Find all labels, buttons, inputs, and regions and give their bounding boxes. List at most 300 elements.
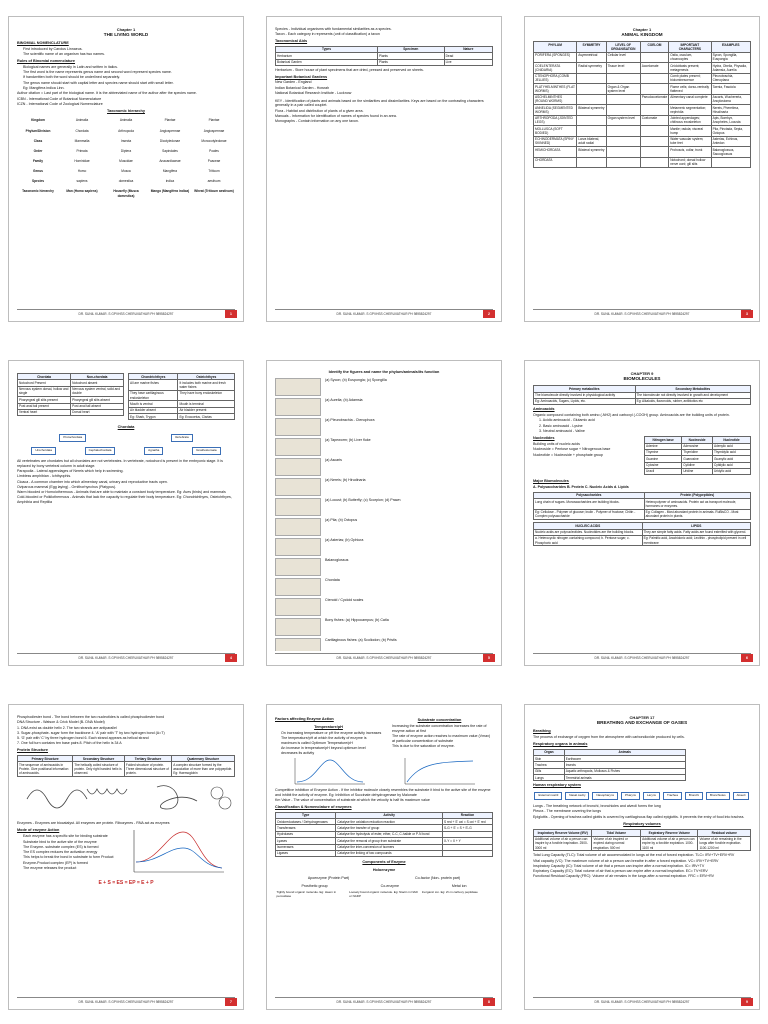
table-cell (640, 126, 669, 137)
dna-line: 5. 'G' pair with 'C' by three hydrogen bond 6. Each strand appears as helical strand (17, 736, 149, 741)
specimen-image (275, 598, 321, 616)
specimen-image (275, 618, 321, 636)
hierarchy-cell: Insecta (120, 138, 132, 143)
table-cell: ECHINODERMATA (SPINY SKINNED) (534, 136, 577, 147)
table-cell: Notochord; dorsal hollow nerve cord; gill slits (669, 157, 711, 168)
table-cell (640, 73, 669, 84)
table-header: Nitrogen base (645, 437, 682, 443)
polysaccharide-protein-table (533, 492, 751, 520)
table-row (276, 59, 493, 65)
specimen-image (275, 538, 321, 556)
table-cell: Mouth is ventral (129, 401, 178, 407)
text-line: Nucleoside = Pentose sugar + Nitrogenous base (533, 447, 611, 452)
specimen-image (275, 558, 321, 576)
figure-caption: Ctenoid / Cycloid scales (325, 597, 364, 602)
table-row (18, 386, 124, 397)
table-cell: Pharyngeal gill slits absent (71, 397, 124, 403)
table-cell: Organ system level (606, 115, 640, 126)
table-row (534, 63, 751, 74)
table-cell: Balanoglossus, Saccoglossus (711, 147, 750, 158)
holoenzyme: Holoenzyme (372, 868, 396, 873)
table-cell: Air bladder absent (129, 407, 178, 413)
dna-line: 1. DNA exist as double helix 2. The two strands are antiparallel (17, 725, 117, 730)
definition: Flora - Habitat and distribution of plants of a given area. (275, 108, 364, 113)
hierarchy-cell: Animalia (119, 118, 133, 123)
table-row (534, 52, 751, 63)
page-8 (266, 704, 502, 1010)
table-header: Animals (564, 749, 685, 755)
enzyme-mode-list (17, 834, 124, 870)
hierarchy-cell: Plantae (164, 118, 176, 123)
table-cell: Transferases (276, 825, 336, 831)
figure-item (275, 418, 493, 436)
specimen-image (275, 578, 321, 596)
table-cell: Catalyse the removal of group from substrate (336, 838, 443, 844)
hierarchy-cell: Genus (33, 169, 43, 174)
text-line: Cloaca - A common chamber into which alimentary canal, urinary and reproductive tracts open. (17, 479, 168, 484)
table-cell (606, 94, 640, 105)
table-cell: Herbarium (276, 53, 378, 59)
specimen-image (275, 398, 321, 416)
table-cell: Comb plates present; bioluminescence (669, 73, 711, 84)
garden-line: National Botanical Research Institute - Lucknow (275, 91, 352, 96)
page-number: 2 (483, 310, 495, 318)
table-cell: Apis, Bombyx, Anopheles, Locusta (711, 115, 750, 126)
dna-lines (17, 715, 235, 746)
chain-node: Urochordata (31, 447, 56, 455)
table-cell: Dead (444, 53, 492, 59)
table-cell: Additional volume of air a person can expire by a forcible expiration. 1000-1100 ml (641, 836, 698, 851)
table-row (276, 850, 493, 856)
table-cell: It includes both marine and fresh water fishes (178, 380, 235, 391)
table-cell: Nereis, Pheretima, Hirudinaria (711, 105, 750, 116)
table-cell: Mouth is terminal (178, 401, 235, 407)
hierarchy-cell: Primata (76, 148, 88, 153)
table-cell: Alimentary canal complete (669, 94, 711, 105)
table-cell: Catalyse the hydrolysis of ester, ether, C-C, C-halide or P-N bond (336, 831, 443, 837)
table-cell: Adenine (645, 443, 682, 449)
table-cell: PORIFERA (SPONGES) (534, 52, 577, 63)
page-4 (8, 360, 244, 666)
chapter-label: CHAPTER 9 (630, 371, 654, 376)
table-cell (640, 147, 669, 158)
figure-item (275, 638, 493, 651)
hierarchy-cell: Homo (77, 169, 87, 174)
page-number: 9 (741, 998, 753, 1006)
respiratory-volumes-table (533, 829, 751, 851)
table-cell: Thymidylic acid (712, 449, 750, 455)
table-cell: Hydra, Obelia, Physalia, Adamsia, Aurelia (711, 63, 750, 74)
table-header: Primary Structure (18, 755, 73, 761)
figure-list (275, 378, 493, 651)
section-heading: Rules of Binomial nomenclature (17, 59, 76, 64)
table-cell: Dorsal heart (71, 409, 124, 415)
table-cell: HEMICHORDATA (534, 147, 577, 158)
figure-caption: (a) Aurelia; (b) Adamsia (325, 397, 363, 402)
author-citation: Author citation = Last part of the biological name. It is the abbreviated name of the author after the species name. (17, 91, 197, 96)
page-title: BREATHING AND EXCHANGE OF GASES (596, 720, 688, 726)
page-footer: DR. SUNIL KUMAR. S GPVHSS CHERUVATHUR PH 9895824297 (533, 997, 751, 1005)
hierarchy-cell: Muscidae (119, 159, 133, 164)
section-heading: Taxonomic hierarchy (107, 109, 145, 114)
table-header: Secondary Metabolites (635, 386, 750, 392)
table-row (129, 380, 235, 391)
hierarchy-cell: sapiens (76, 179, 88, 184)
page-title: THE LIVING WORLD (103, 32, 149, 38)
table-header: Reaction (443, 812, 493, 818)
table-cell: Skin (534, 756, 565, 762)
table-cell: Uridine (682, 468, 713, 474)
table-row (645, 468, 751, 474)
garden-line: New Garden - England (275, 80, 312, 85)
table-cell: ASCHELMINTHES (ROUND WORMS) (534, 94, 577, 105)
figure-caption: (a) Locust; (b) Butterfly; (c) Scorpion; (d) Prawn (325, 497, 401, 502)
hierarchy-cell: Poales (209, 148, 219, 153)
page-title: ANIMAL KINGDOM (621, 32, 663, 38)
table-row (534, 836, 751, 851)
section-heading: Mode of enzyme Action (17, 828, 60, 833)
page-footer: DR. SUNIL KUMAR. S GPVHSS CHERUVATHUR PH 9895824297 (275, 653, 493, 661)
figure-caption: (a) Nereis; (b) Hirudinaria (325, 477, 366, 482)
table-header: IMPORTANT CHARACTERS (669, 42, 711, 53)
cofactor-type: Prosthetic group (301, 883, 328, 888)
table-cell: Post anal tail absent (71, 403, 124, 409)
respiratory-organs-table (533, 749, 686, 782)
table-header: Tidal Volume (592, 830, 641, 836)
table-cell: Ventral heart (18, 409, 71, 415)
table-cell: Lyases (276, 838, 336, 844)
mode-step: The Enzyme- substrate complex (ES) is formed (23, 844, 99, 849)
table-cell: Bilateral symmetry (577, 147, 606, 158)
table-cell: Ascaris, Wuchereria, Ancylostoma (711, 94, 750, 105)
text-line: Oviparous mammal (Egg laying) - Ornithorhynchus (Platypus). (17, 484, 117, 489)
page-6 (524, 360, 760, 666)
page-footer: DR. SUNIL KUMAR. S GPVHSS CHERUVATHUR PH 9895824297 (533, 309, 751, 317)
amino-type: 2. Basic aminoacid - Lysine (539, 423, 583, 428)
table-cell: Uridylic acid (712, 468, 750, 474)
figure-caption: Chordata (325, 577, 340, 582)
table-cell: Uracil (645, 468, 682, 474)
hierarchy-cell: Dicotyledonae (159, 138, 181, 143)
hierarchy-footer-cell: Taxonomic hierarchy (22, 189, 54, 194)
table-cell: Jointed appendages; chitinous exoskeleton (669, 115, 711, 126)
metabolites-table (533, 385, 751, 405)
hierarchy-cell: Anacardiaceae (159, 159, 181, 164)
table-row (534, 147, 751, 158)
mode-step: Each enzyme has a specific site for binding substrate (23, 834, 108, 839)
figure-caption: Cartilaginous fishes: (a) Scoliodon; (b) Pristis (325, 637, 397, 642)
protein-structure-diagram (17, 779, 235, 819)
section-heading: Protein Structure (17, 748, 49, 752)
chapter-label: CHAPTER 17 (629, 715, 655, 720)
protein-structure-table (17, 755, 235, 777)
page-number: 8 (483, 998, 495, 1006)
chordata-comparison-table (17, 373, 124, 416)
hierarchy-cell: Sapindales (162, 148, 178, 153)
table-cell: Mantle; radula; visceral hump (669, 126, 711, 137)
page-footer: DR. SUNIL KUMAR. S GPVHSS CHERUVATHUR PH 9895824297 (17, 309, 235, 317)
text-line: Taxon - Each category in represents (unit of classification) a taxon (275, 32, 380, 37)
table-cell: Larva bilateral, adult radial (577, 136, 606, 147)
table-cell: Metameric segmentation; nephridia (669, 105, 711, 116)
enzyme-component: Co-factor (Non- protein part) (414, 876, 461, 881)
hierarchy-cell: Arthropoda (118, 128, 134, 133)
page-number: 4 (225, 654, 237, 662)
table-cell: Water vascular system; tube feet (669, 136, 711, 147)
table-header: LIPIDS (642, 523, 750, 529)
hierarchy-cell: Animalia (75, 118, 89, 123)
table-header: Expiratory Reserve Volume (641, 830, 698, 836)
taxonomical-aids-table (275, 46, 493, 66)
hierarchy-cell: domestica (118, 179, 134, 184)
table-cell: Isomerases (276, 844, 336, 850)
flow-node: Pharynx (621, 792, 640, 800)
section-heading: Components of Enzyme (362, 860, 406, 865)
temp-point: An increase in temperature/pH beyond optimum level decreases its activity (281, 746, 366, 755)
table-cell: Plants (377, 59, 444, 65)
figure-item (275, 398, 493, 416)
table-cell: Guanosine (682, 456, 713, 462)
table-cell: Eg: Alkaloids, flavonoids, rubber, antibiotics etc (635, 398, 750, 404)
table-cell: Ligases (276, 850, 336, 856)
table-header: Type (276, 812, 336, 818)
chain-node: Gnathostomata (192, 447, 221, 455)
table-cell: Eg: Aminoacids, Sugars, Lipids, etc. (534, 398, 636, 404)
table-cell: Eg: Shark, Trygon (129, 414, 178, 420)
specimen-image (275, 518, 321, 536)
page-title: Identify the figures and name the phylum/animals/its function (328, 370, 440, 374)
table-cell (640, 52, 669, 63)
text-line: A. Polysaccharides B. Protein C. Nucleic Acids d. Lipids (533, 485, 629, 490)
rule: Eg: Mangifera indica Linn. (23, 86, 65, 90)
figure-item (275, 598, 493, 616)
table-cell: Cytidine (682, 462, 713, 468)
enzyme-activity-graphs (275, 756, 493, 786)
page-number: 7 (225, 998, 237, 1006)
table-cell: The biomolecule not directly involved in growth and development (635, 392, 750, 398)
table-header: Non-chordata (71, 374, 124, 380)
table-cell: Catalyse the transfer of group (336, 825, 443, 831)
mode-step: This helps to break the bond in substrate to form Product (23, 855, 114, 860)
text-line: Pleura - The membrane covering the lungs (533, 809, 602, 814)
table-header: PHYLUM (534, 42, 577, 53)
table-row (534, 398, 751, 404)
table-cell: Botanical Garden (276, 59, 378, 65)
table-cell (577, 84, 606, 95)
figure-item (275, 538, 493, 556)
section-heading: Factors affecting Enzyme Action (275, 717, 334, 721)
table-cell: Guanine (645, 456, 682, 462)
table-cell: Live (444, 59, 492, 65)
flow-node: Nasal cavity (565, 792, 589, 800)
hierarchy-cell: Class (33, 138, 43, 143)
table-cell: Ostia, osculum, choanocytes (669, 52, 711, 63)
table-header: EXAMPLES (711, 42, 750, 53)
flow-node: Larynx (643, 792, 660, 800)
table-cell: Pseudocoelomate (640, 94, 669, 105)
table-cell: Volume of air remaining in the lungs after forcible expiration. 1100-1200 ml (698, 836, 751, 851)
bullet: First introduced by Carolus Linnaeus. (23, 47, 83, 52)
dna-line: 3. Sugar-phosphate- sugar form the backbone 4. 'A' pair with 'T' by two hydrogen bond (A=T) (17, 730, 165, 735)
section-heading: Breathing (533, 729, 551, 734)
table-cell: Cnidoblasts present; metagenesis (669, 63, 711, 74)
temp-point: The temperature/pH at which the activity of enzyme is maximum is called Optimum Temperature/pH (281, 736, 367, 745)
table-cell (606, 157, 640, 168)
chain-node: Protochordata (59, 434, 86, 442)
hierarchy-cell: Family (32, 159, 44, 164)
table-row (534, 535, 751, 546)
temp-point: On increasing temperature or pH the enzyme activity increases (281, 730, 382, 735)
table-cell: The helically coiled structure of protein. Only right handed helix is observed. (73, 762, 125, 777)
table-cell: They have bony endoskeleton (178, 390, 235, 401)
table-cell: Catalyse the oxidation reduction reaction (336, 819, 443, 825)
table-cell: Cytidylic acid (712, 462, 750, 468)
table-cell: Tissue level (606, 63, 640, 74)
table-cell: Plants (377, 53, 444, 59)
table-header: Secondary Structure (73, 755, 125, 761)
enzyme-classification-table (275, 812, 493, 857)
table-cell: Terrestrial animals (564, 775, 685, 781)
mode-step: Substrate bind to the active site of the enzyme (23, 839, 97, 844)
page-1 (8, 16, 244, 322)
hierarchy-cell: Chordata (75, 128, 89, 133)
dna-line: DNA Structure - Watson & Crick Model (B- DNA Model) (17, 720, 105, 725)
section-heading: BINOMIAL NOMENCLATURE (17, 41, 69, 46)
table-cell: Pleurobrachia, Ctenoplana (711, 73, 750, 84)
page-7 (8, 704, 244, 1010)
chapter-label: Chapter 1 (116, 27, 136, 32)
table-cell: Long chain of sugars. Monosaccharides are building blocks. (534, 499, 645, 510)
cofactor-desc: Tightly bound organic molecule. Eg: Haem in peroxidase (276, 890, 337, 899)
table-row (534, 84, 751, 95)
icbn-line: ICBN - International Code of Botanical Nomenclature (17, 96, 102, 101)
sub-heading: Temperature/pH (314, 724, 343, 729)
table-cell: They are simple fatty acids. Fatty acids are found esterified with glycerol. (642, 529, 750, 535)
hierarchy-cell: aestivum (207, 179, 221, 184)
table-cell: Guanylic acid (712, 456, 750, 462)
table-row (534, 105, 751, 116)
page-5 (266, 360, 502, 666)
figure-item (275, 498, 493, 516)
page-footer: DR. SUNIL KUMAR. S GPVHSS CHERUVATHUR PH 9895824297 (533, 653, 751, 661)
table-cell: Catalyse the inter-conversion of isomers (336, 844, 443, 850)
page-footer: DR. SUNIL KUMAR. S GPVHSS CHERUVATHUR PH 9895824297 (17, 653, 235, 661)
taxonomic-hierarchy-footer (17, 189, 235, 197)
rule: The first word is the name represents genus name and second word represent species name. (23, 70, 172, 75)
table-cell (606, 136, 640, 147)
page-footer: DR. SUNIL KUMAR. S GPVHSS CHERUVATHUR PH 9895824297 (275, 309, 493, 317)
table-cell (711, 157, 750, 168)
figure-caption: (a) Asterias; (b) Ophiura (325, 537, 364, 542)
capacity-line: Vital capacity (VC): The maximum volume of air a person can breathe in after a forced expiration. VC= IRV+TV+ERV (533, 858, 719, 863)
table-header: Chordata (18, 374, 71, 380)
chain-node: Cephalochordata (85, 447, 116, 455)
figure-caption: (a) Sycon; (b) Euspongia; (c) Spongilla (325, 377, 387, 382)
flow-node: External nostril (534, 792, 562, 800)
table-cell: Additional volume of air a person can inspire by a forcible inspiration. 2500-3000 ml (534, 836, 592, 851)
table-cell: Adenosine (682, 443, 713, 449)
table-header: Nucleotide (712, 437, 750, 443)
table-cell: ARTHROPODA (JOINTED LEGS) (534, 115, 577, 126)
table-row (18, 409, 124, 415)
capacity-line: Functional Residual Capacity (FRC): Volume of air remains in the lungs after a normal expiration. FRC = ERV+RV (533, 874, 715, 879)
iczn-line: ICZN - International Code of Zoological Nomenclature (17, 101, 103, 106)
figure-item (275, 378, 493, 396)
text-line: The process of exchange of oxygen from the atmosphere with carbondioxide produced by cells. (533, 735, 685, 740)
table-cell: Nervous system dorsal, hollow and single (18, 386, 71, 397)
enzyme-equation: E + S = ES = EP = E + P (98, 880, 154, 887)
table-header: Osteichthyes (178, 374, 235, 380)
table-cell: The biomolecule directly involved in physiological activity (534, 392, 636, 398)
table-cell: CHORDATA (534, 157, 577, 168)
km-value: Km Value - The value of concentration of substrate at which the velocity is half its maximum value (275, 798, 430, 803)
table-cell (443, 850, 493, 856)
table-row (534, 115, 751, 126)
table-cell: COELENTERATA (CNIDARIA) (534, 63, 577, 74)
chain-node: Vertebrata (171, 434, 193, 442)
hierarchy-cell: Order (33, 148, 43, 153)
table-header: Protein (Polypeptides) (644, 492, 750, 498)
table-cell: Adenylic acid (712, 443, 750, 449)
table-cell: Insects (564, 762, 685, 768)
rule: The genus name should start with capital letter and species name should start with small letter. (23, 80, 174, 85)
table-row (534, 136, 751, 147)
table-cell: Hydrolases (276, 831, 336, 837)
hierarchy-footer-cell: Man (Homo sapiens) (66, 189, 98, 194)
mode-step: The ES complex reduces the activation energy (23, 850, 98, 855)
flow-node: Bronchi (685, 792, 703, 800)
text-line: Cold-blooded or Poikilothermous - Animals that lack the capacity to regulate their body temperature. Eg: Chondrichthyes, Osteichthyes, Amphibia and Reptilia (17, 495, 232, 505)
table-cell: A complex structure formed by the association of more than one polypeptide. Eg: Haemoglobin (172, 762, 235, 777)
table-cell: Gills (534, 768, 565, 774)
table-header: SYMMETRY (577, 42, 606, 53)
capacity-line: Total Lung Capacity (TLC): Total volume of air accommodated in lungs at the end of forced expiration. TLC= IRV+TV+ERV+RV (533, 853, 735, 858)
section-heading: Aminoacids (533, 407, 555, 412)
table-cell: Folded structure of protein. Three dimensional structure of protein. (124, 762, 171, 777)
table-header: COELOM (640, 42, 669, 53)
table-cell: CTENOPHORA (COMB JELLIES) (534, 73, 577, 84)
table-cell: Catalyse the linking of two compounds (336, 850, 443, 856)
table-row (534, 775, 686, 781)
table-cell: Aquatic arthropods, Molluscs & Fishes (564, 768, 685, 774)
table-header: LEVEL OF ORGANISATION (606, 42, 640, 53)
hierarchy-cell: Diptera (120, 148, 132, 153)
herbarium-def: Herbarium - Store house of plant specimens that are dried, pressed and preserved on sheets. (275, 67, 424, 72)
table-cell: Heteropolymer of aminoacids. Protein act as transport molecule, hormones or enzymes. (644, 499, 750, 510)
specimen-image (275, 378, 321, 396)
table-cell: Pila, Pinctada, Sepia, Octopus (711, 126, 750, 137)
capacity-line: Expiratory Capacity (EC): Total volume of air that a person can expire after a normal inspiration. EC= TV+ERV (533, 869, 708, 874)
table-cell: Thymine (645, 449, 682, 455)
definition: Manuals - Information for identification of names of species found in an area. (275, 113, 397, 118)
table-cell (640, 157, 669, 168)
table-cell (577, 94, 606, 105)
text-line: Epiglottis - Opening of trachea called glottis is covered by cartilaginous flap called epiglottis. It prevents the entry of food into trachea. (533, 814, 745, 819)
capacity-line: Inspiratory Capacity (IC): Total volume of air that a person can inspire after a normal expiration. IC= IRV+TV (533, 863, 705, 868)
page-2 (266, 16, 502, 322)
hierarchy-cell: Angiospermae (203, 128, 225, 133)
figure-item (275, 578, 493, 596)
table-row (18, 762, 235, 777)
figure-caption: (a) Pila; (b) Octopus (325, 517, 358, 522)
mode-step: The enzyme releases the product (23, 865, 77, 870)
amino-type: 1. Acidic aminoacid - Glutamic acid (539, 418, 595, 423)
substrate-point: This is due to the saturation of enzyme. (392, 743, 455, 748)
figure-item (275, 438, 493, 456)
table-header: Inspiratory Reserve Volume (IRV) (534, 830, 592, 836)
hierarchy-cell: Hominidae (74, 159, 90, 164)
table-cell: Coelomate (640, 115, 669, 126)
